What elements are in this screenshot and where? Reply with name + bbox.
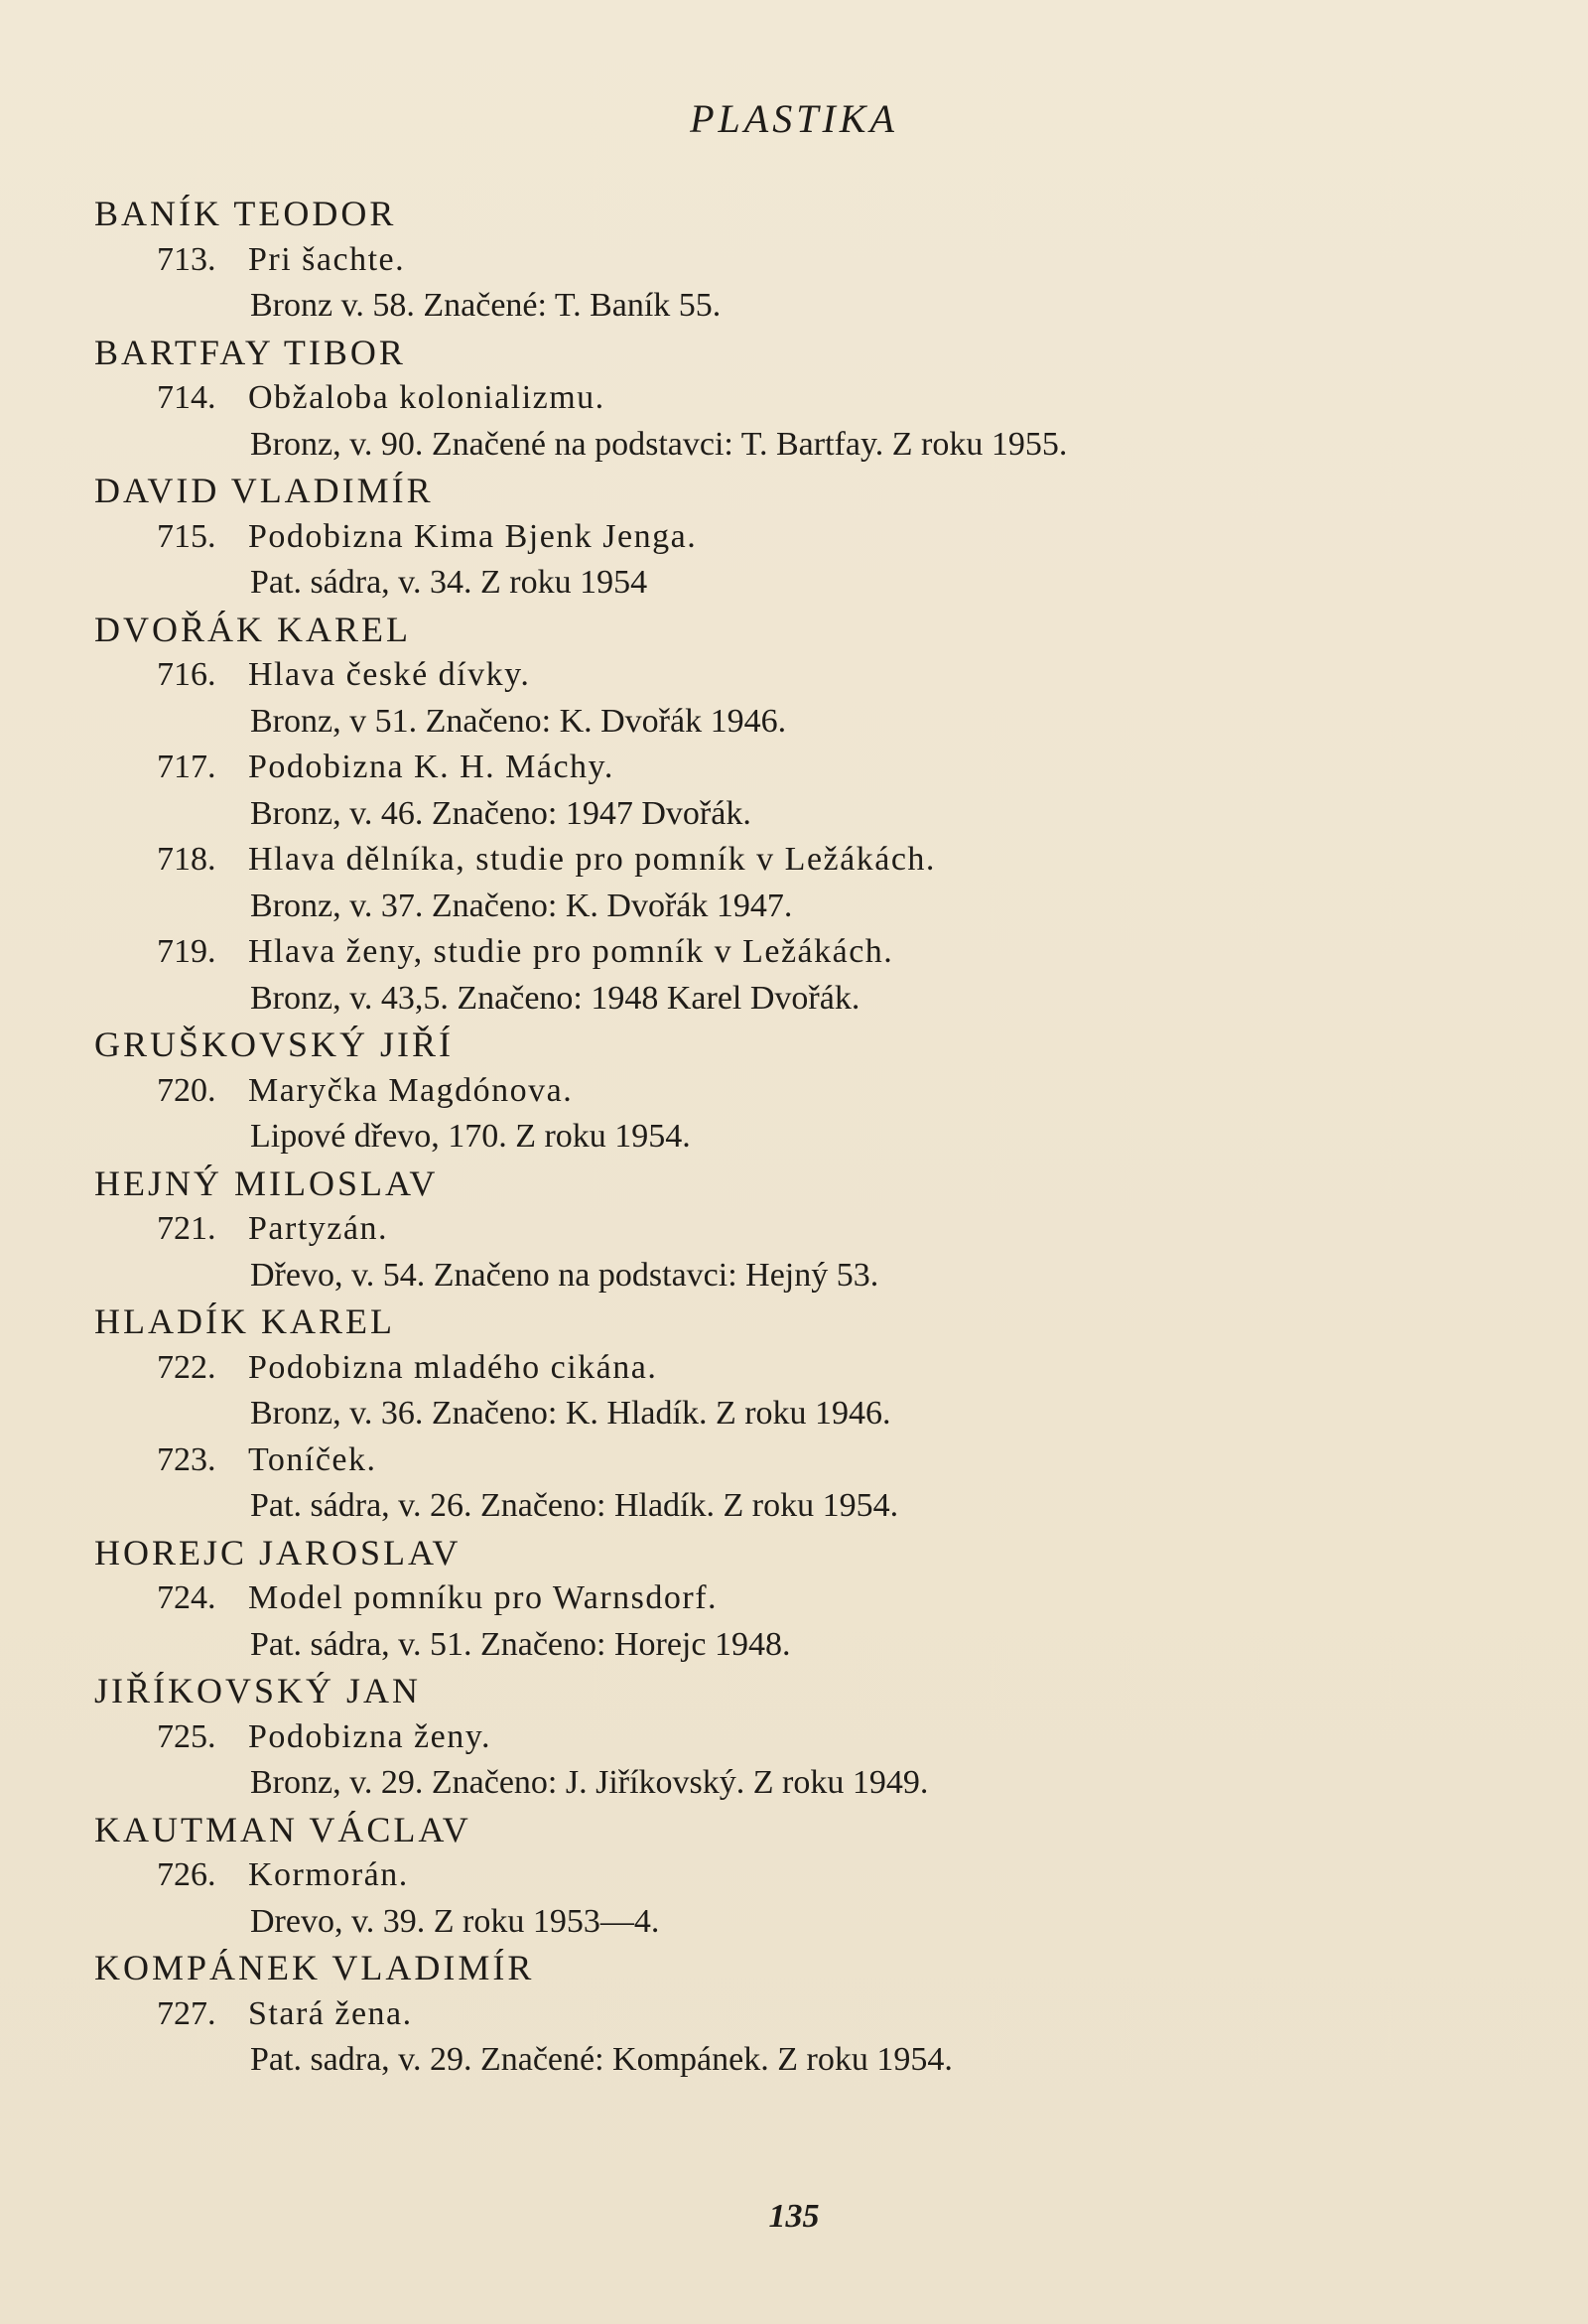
catalog-number: 717.	[157, 749, 216, 785]
catalog-number: 727.	[157, 1994, 216, 2032]
work-details: Bronz, v. 43,5. Značeno: 1948 Karel Dvořák.	[250, 979, 860, 1017]
catalog-number: 720.	[157, 1071, 216, 1109]
catalog-number: 723.	[157, 1440, 216, 1478]
work-details: Bronz, v. 36. Značeno: K. Hladík. Z roku 1946.	[250, 1395, 891, 1432]
work-title: Pri šachte.	[248, 240, 406, 278]
work-details: Bronz, v. 46. Značeno: 1947 Dvořák.	[250, 794, 751, 832]
catalog-number: 716.	[157, 656, 216, 693]
catalog-number: 718.	[157, 841, 216, 878]
artist-name: HLADÍK KAREL	[94, 1301, 395, 1341]
work-entry	[0, 237, 1588, 284]
catalog-number: 715.	[157, 517, 216, 555]
work-details: Drevo, v. 39. Z roku 1953—4.	[250, 1902, 660, 1940]
work-details: Bronz, v. 29. Značeno: J. Jiříkovský. Z roku 1949.	[250, 1764, 929, 1801]
work-title: Model pomníku pro Warnsdorf.	[248, 1579, 719, 1616]
work-entry	[0, 1575, 1588, 1622]
work-entry	[0, 652, 1588, 699]
artist-name: HOREJC JAROSLAV	[94, 1532, 462, 1572]
work-entry	[0, 929, 1588, 976]
page-header: PLASTIKA	[690, 96, 898, 141]
work-details: Pat. sádra, v. 34. Z roku 1954	[250, 564, 648, 601]
catalog-number: 721.	[157, 1210, 216, 1247]
work-details: Bronz, v 51. Značeno: K. Dvořák 1946.	[250, 702, 787, 740]
work-details: Pat. sádra, v. 26. Značeno: Hladík. Z roku 1954.	[250, 1487, 899, 1524]
work-title: Hlava ženy, studie pro pomník v Ležákách.	[248, 933, 894, 970]
catalog-number: 726.	[157, 1856, 216, 1893]
work-title: Obžaloba kolonializmu.	[248, 379, 605, 416]
work-entry	[0, 375, 1588, 422]
artist-name: JIŘÍKOVSKÝ JAN	[94, 1671, 422, 1710]
work-details: Pat. sadra, v. 29. Značené: Kompánek. Z roku 1954.	[250, 2041, 953, 2078]
catalog-number: 722.	[157, 1348, 216, 1386]
work-details: Bronz, v. 90. Značené na podstavci: T. Bartfay. Z roku 1955.	[250, 425, 1068, 463]
work-title: Hlava české dívky.	[248, 656, 531, 693]
work-title: Podobizna K. H. Máchy.	[248, 749, 614, 785]
catalog-number: 713.	[157, 240, 216, 278]
work-title: Partyzán.	[248, 1210, 388, 1247]
work-entry	[0, 1437, 1588, 1484]
work-title: Toníček.	[248, 1440, 377, 1478]
work-details: Pat. sádra, v. 51. Značeno: Horejc 1948.	[250, 1625, 791, 1663]
work-entry	[0, 514, 1588, 561]
artist-name: GRUŠKOVSKÝ JIŘÍ	[94, 1025, 455, 1064]
artist-name: HEJNÝ MILOSLAV	[94, 1162, 439, 1203]
work-entry	[0, 1852, 1588, 1899]
catalog-entries	[0, 191, 1588, 2084]
catalog-number: 725.	[157, 1717, 216, 1755]
work-details: Bronz v. 58. Značené: T. Baník 55.	[250, 287, 722, 324]
artist-name: DAVID VLADIMÍR	[94, 471, 434, 510]
artist-name: BARTFAY TIBOR	[94, 332, 406, 372]
work-title: Podobizna Kima Bjenk Jenga.	[248, 517, 698, 555]
work-entry	[0, 1206, 1588, 1253]
work-entry	[0, 1714, 1588, 1761]
work-entry	[0, 1068, 1588, 1115]
work-title: Podobizna mladého cikána.	[248, 1348, 658, 1386]
work-details: Bronz, v. 37. Značeno: K. Dvořák 1947.	[250, 887, 793, 924]
work-title: Hlava dělníka, studie pro pomník v Ležákách.	[248, 841, 936, 878]
artist-name: BANÍK TEODOR	[94, 194, 397, 233]
work-entry	[0, 745, 1588, 791]
work-details: Lipové dřevo, 170. Z roku 1954.	[250, 1118, 691, 1155]
work-details: Dřevo, v. 54. Značeno na podstavci: Hejný 53.	[250, 1256, 879, 1294]
catalog-number: 719.	[157, 933, 216, 970]
artist-name: DVOŘÁK KAREL	[94, 609, 411, 649]
work-entry	[0, 837, 1588, 884]
catalog-number: 724.	[157, 1579, 216, 1616]
work-title: Maryčka Magdónova.	[248, 1071, 574, 1109]
catalog-number: 714.	[157, 379, 216, 416]
page-number: 135	[768, 2198, 820, 2235]
work-entry	[0, 1991, 1588, 2038]
artist-name: KAUTMAN VÁCLAV	[94, 1809, 471, 1849]
work-title: Kormorán.	[248, 1856, 409, 1893]
work-entry	[0, 1345, 1588, 1392]
work-title: Stará žena.	[248, 1994, 413, 2032]
work-title: Podobizna ženy.	[248, 1717, 492, 1755]
artist-name: KOMPÁNEK VLADIMÍR	[94, 1948, 535, 1987]
